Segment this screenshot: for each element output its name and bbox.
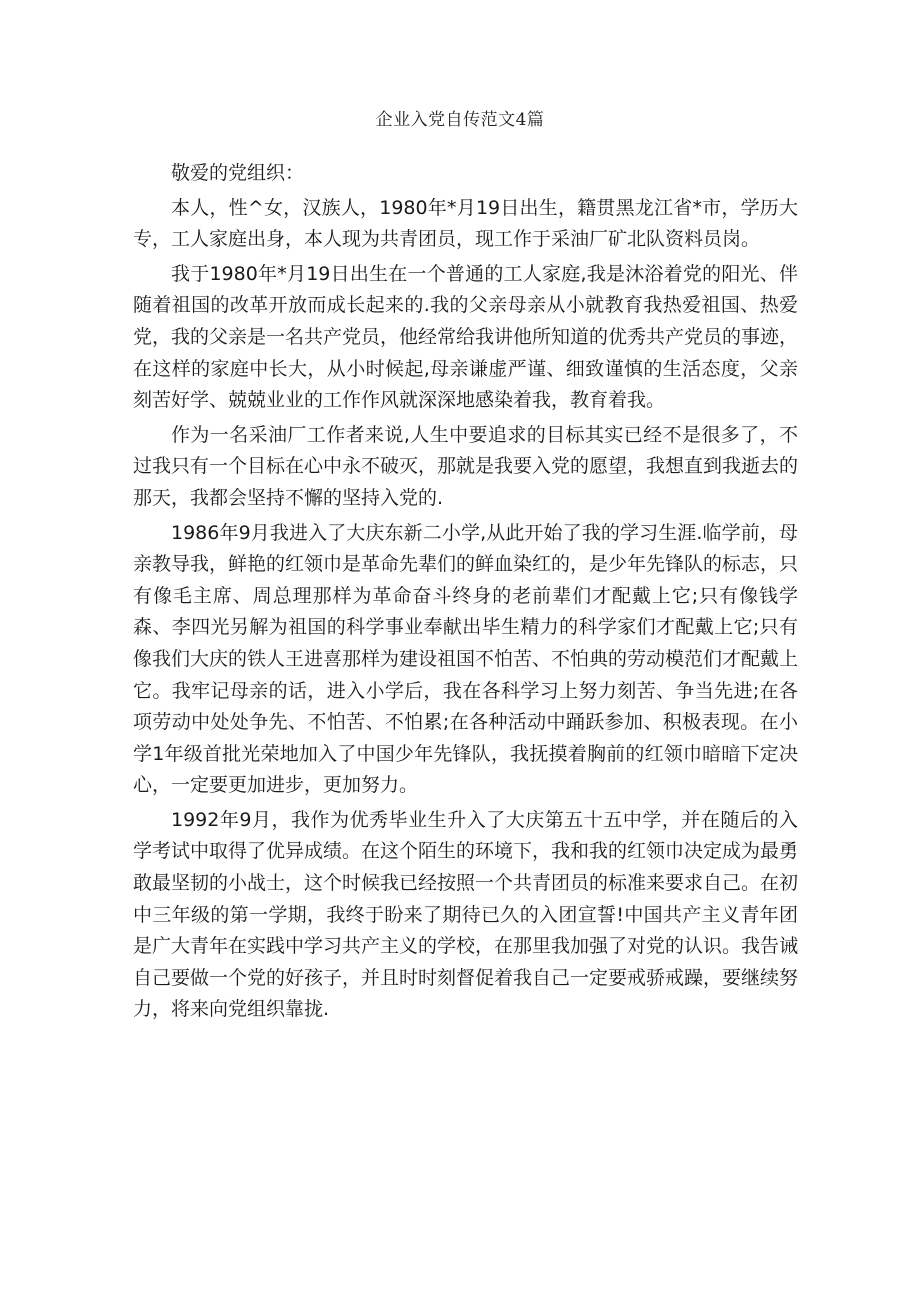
- paragraph-primary-school: 1986年9月我进入了大庆东新二小学,从此开始了我的学习生涯.临学前，母亲教导我，鲜艳的红领巾是革命先辈们的鲜血染红的，是少年先锋队的标志，只有像毛主席、周总理那样为革命奋斗终身的老前辈们才配戴上它;只有像钱学森、李四光另解为祖国的科学事业奉献出毕生精力的科学家们才配戴上它;只有像我们大庆的铁人王进喜那样为建设祖国不怕苦、不怕典的劳动模范们才配戴上它。我牢记母亲的话，进入小学后，我在各科学习上努力刻苦、争当先进;在各项劳动中处处争先、不怕苦、不怕累;在各种活动中踊跃参加、积极表现。在小学1年级首批光荣地加入了中国少年先锋队，我抚摸着胸前的红领巾暗暗下定决心，一定要更加进步，更加努力。: [133, 521, 799, 797]
- salutation: 敬爱的党组织：: [171, 162, 305, 184]
- paragraph-family-background: 我于1980年*月19日出生在一个普通的工人家庭,我是沐浴着党的阳光、伴随着祖国的改革开放而成长起来的.我的父亲母亲从小就教育我热爱祖国、热爱党，我的父亲是一名共产党员，他经常给我讲他所知道的优秀共产党员的事迹，在这样的家庭中长大，从小时候起,母亲谦虚严谨、细致谨慎的生活态度，父亲刻苦好学、兢兢业业的工作作风就深深地感染着我，教育着我。: [133, 262, 799, 412]
- paragraph-personal-info: 本人，性^女，汉族人，1980年*月19日出生，籍贯黑龙江省*市，学历大专，工人家庭出身，本人现为共青团员，现工作于采油厂矿北队资料员岗。: [133, 196, 798, 251]
- document-title: 企业入党自传范文4篇: [375, 110, 545, 130]
- document-body: [133, 158, 798, 1029]
- paragraph-life-goal: 作为一名采油厂工作者来说,人生中要追求的目标其实已经不是很多了，不过我只有一个目标在心中永不破灭，那就是我要入党的愿望，我想直到我逝去的那天，我都会坚持不懈的坚持入党的.: [133, 423, 799, 509]
- paragraph-middle-school: 1992年9月，我作为优秀毕业生升入了大庆第五十五中学，并在随后的入学考试中取得了优异成绩。在这个陌生的环境下，我和我的红领巾决定成为最勇敢最坚韧的小战士，这个时候我已经按照一个共青团员的标准来要求自己。在初中三年级的第一学期，我终于盼来了期待已久的入团宣誓!中国共产主义青年团是广大青年在实践中学习共产主义的学校，在那里我加强了对党的认识。我告诫自己要做一个党的好孩子，并且时时刻督促着我自己一定要戒骄戒躁，要继续努力，将来向党组织靠拢.: [133, 808, 799, 1021]
